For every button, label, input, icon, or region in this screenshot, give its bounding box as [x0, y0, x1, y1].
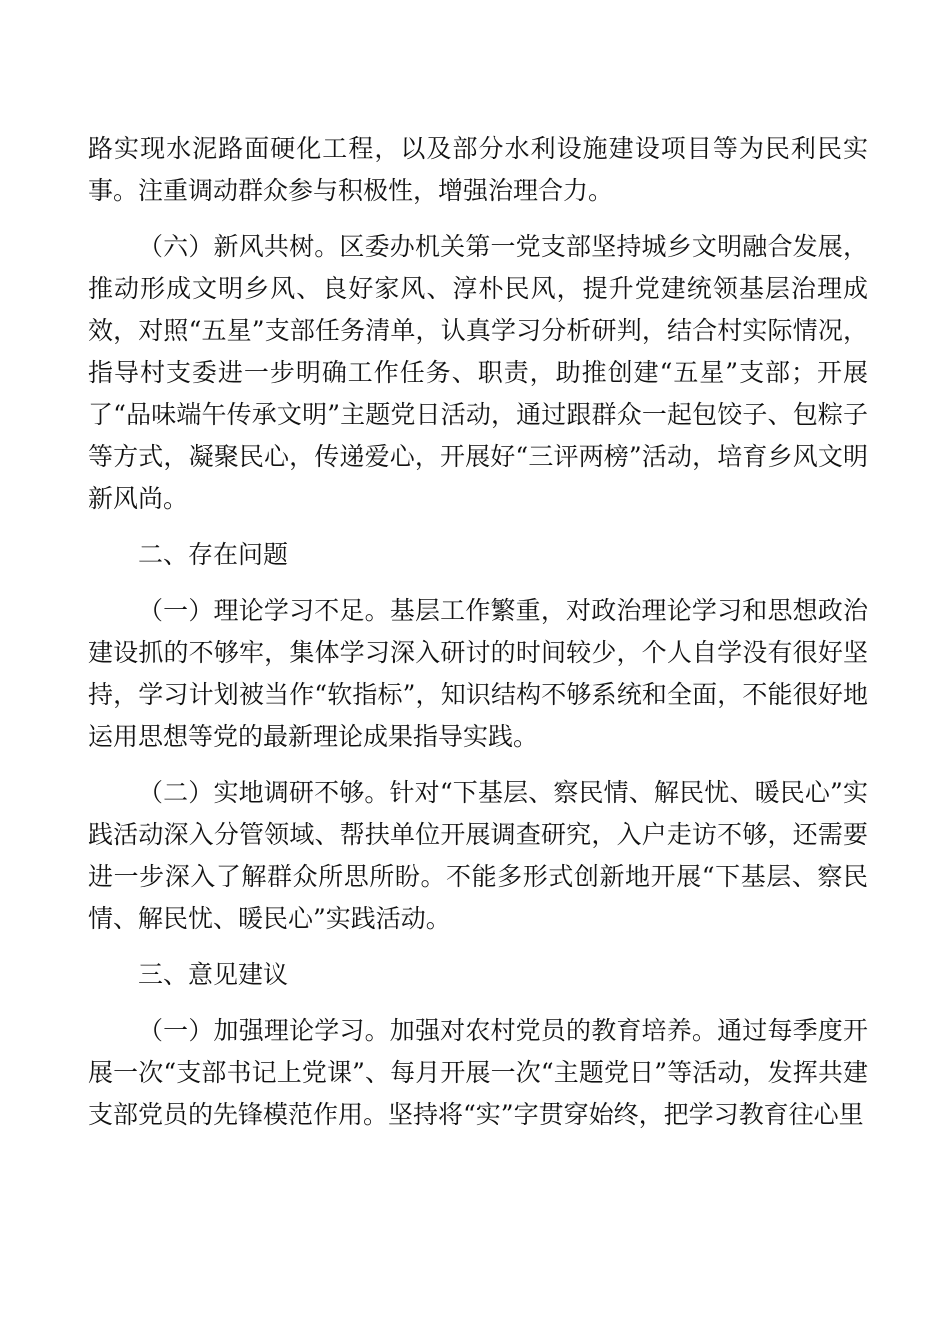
paragraph-text: （一）理论学习不足。基层工作繁重，对政治理论学习和思想政治建设抓的不够牢，集体学习深入研讨的时间较少，个人自学没有很好坚持，学习计划被当作“软指标”，知识结构不够系统和全面，不能很好地运用思想等党的最新理论成果指导实践。: [88, 596, 868, 751]
paragraph-text: （二）实地调研不够。针对“下基层、察民情、解民忧、暖民心”实践活动深入分管领域、帮扶单位开展调查研究，入户走访不够，还需要进一步深入了解群众所思所盼。不能多形式创新地开展“下基层、察民情、解民忧、暖民心”实践活动。: [88, 778, 868, 933]
paragraph-text: 路实现水泥路面硬化工程，以及部分水利设施建设项目等为民利民实事。注重调动群众参与积极性，增强治理合力。: [88, 134, 868, 205]
section-heading-suggestions: 三、意见建议: [138, 960, 289, 989]
paragraph-strengthen-theory-study: [88, 1010, 868, 1136]
paragraph-field-research-insufficient: [88, 772, 868, 940]
paragraph-continuation: [88, 128, 868, 212]
paragraph-text: （六）新风共树。区委办机关第一党支部坚持城乡文明融合发展，推动形成文明乡风、良好家风、淳朴民风，提升党建统领基层治理成效，对照“五星”支部任务清单，认真学习分析研判，结合村实际情况，指导村支委进一步明确工作任务、职责，助推创建“五星”支部；开展了“品味端午传承文明”主题党日活动，通过跟群众一起包饺子、包粽子等方式，凝聚民心，传递爱心，开展好“三评两榜”活动，培育乡风文明新风尚。: [88, 232, 868, 513]
paragraph-new-customs: [88, 226, 868, 520]
section-heading-problems: 二、存在问题: [138, 540, 289, 569]
paragraph-text: （一）加强理论学习。加强对农村党员的教育培养。通过每季度开展一次“支部书记上党课”、每月开展一次“主题党日”等活动，发挥共建支部党员的先锋模范作用。坚持将“实”字贯穿始终，把学习教育往心里: [88, 1016, 868, 1129]
document-page: [88, 128, 868, 1150]
paragraph-theory-study-insufficient: [88, 590, 868, 758]
